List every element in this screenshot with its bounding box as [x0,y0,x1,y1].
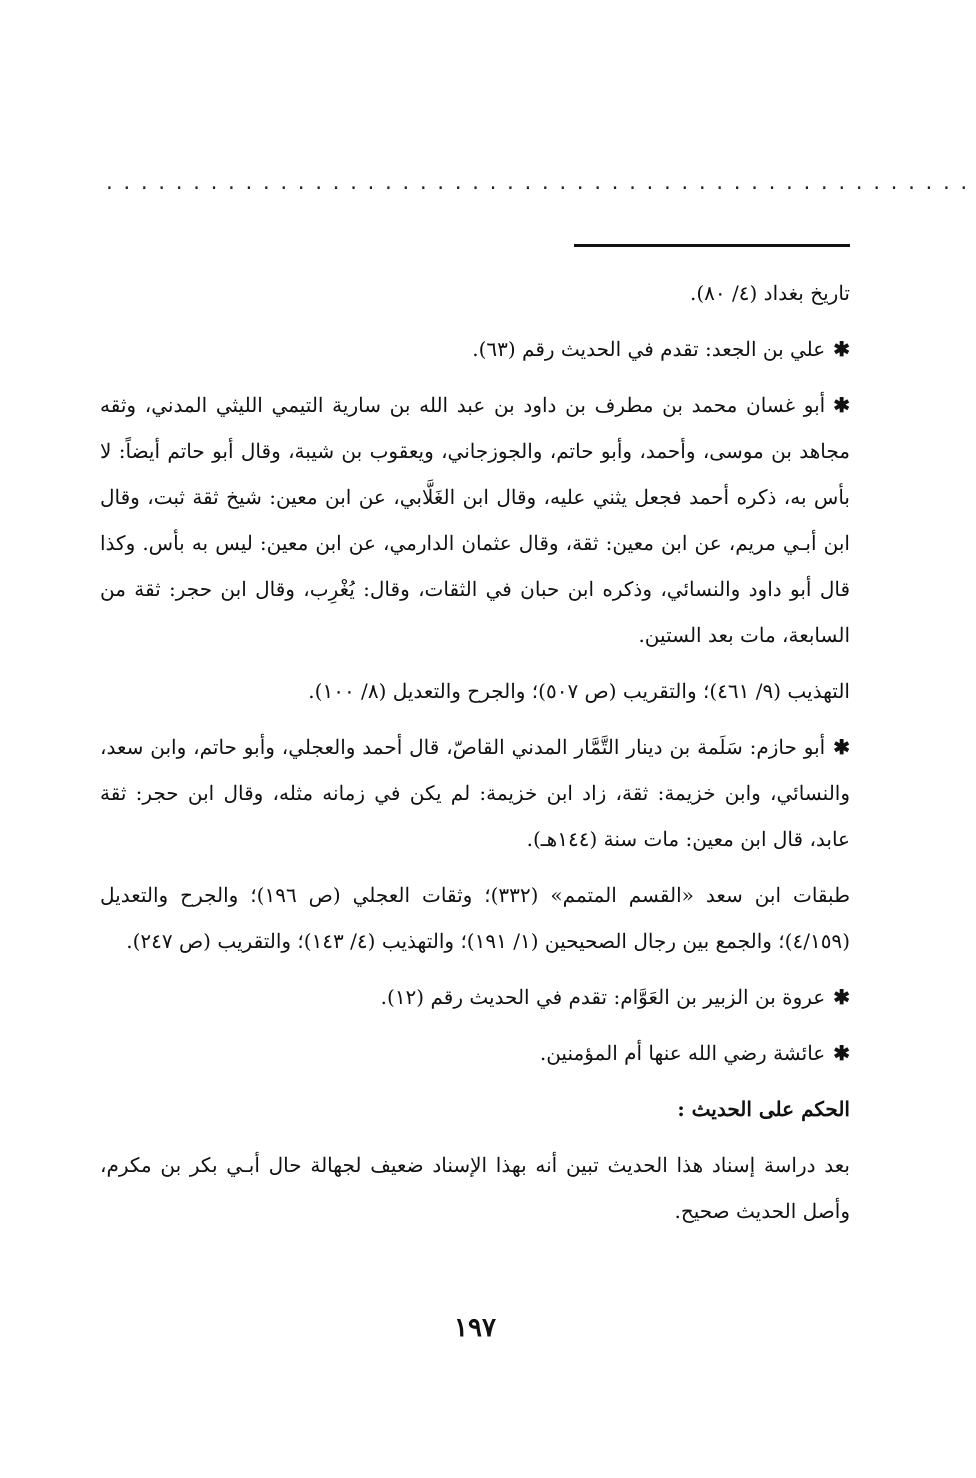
paragraph-text: طبقات ابن سعد «القسم المتمم» (٣٣٢)؛ وثقات العجلي (ص ١٩٦)؛ والجرح والتعديل (٤/١٥٩)؛ والجمع بين رجال الصحيحين (١/ ١٩١)؛ والتهذيب (٤/ ١٤٣)؛ والتقريب (ص ٢٤٧). [100,883,850,953]
dotted-separator: .................................................. [104,173,976,194]
paragraph-source-3 [100,872,850,964]
paragraph-source-2 [100,668,850,714]
asterisk-icon: ✱ [833,985,850,1009]
paragraph-text: أبو غسان محمد بن مطرف بن داود بن عبد الله بن سارية التيمي الليثي المدني، وثقه مجاهد بن موسى، وأحمد، وأبو حاتم، والجوزجاني، ويعقوب بن شيبة، وقال أبو حاتم أيضاً: لا بأس به، ذكره أحمد فجعل يثني عليه، وقال ابن الغَلَّابي، عن ابن معين: شيخ ثقة ثبت، وقال ابن أبـي مريم، عن ابن معين: ثقة، وقال عثمان الدارمي، عن ابن معين: ليس به بأس. وكذا قال أبو داود والنسائي، وذكره ابن حبان في الثقات، وقال: يُغْرِب، وقال ابن حجر: ثقة من السابعة، مات بعد الستين. [100,393,850,647]
paragraph-source-1 [100,270,850,316]
paragraph-narrator-aisha [100,1030,850,1076]
section-heading: الحكم على الحديث : [677,1097,850,1121]
paragraph-narrator-ali [100,326,850,372]
paragraph-text: أبو حازم: سَلَمة بن دينار التَّمَّار المدني القاصّ، قال أحمد والعجلي، وأبو حاتم، وابن سعد، والنسائي، وابن خزيمة: ثقة، زاد ابن خزيمة: لم يكن في زمانه مثله، وقال ابن حجر: ثقة عابد، قال ابن معين: مات سنة (١٤٤هـ). [100,735,850,851]
paragraph-narrator-urwa [100,974,850,1020]
paragraph-text: عائشة رضي الله عنها أم المؤمنين. [539,1041,826,1065]
asterisk-icon: ✱ [833,393,850,417]
asterisk-icon: ✱ [833,735,850,759]
paragraph-narrator-abu-hazim [100,724,850,862]
paragraph-text: علي بن الجعد: تقدم في الحديث رقم (٦٣). [472,337,826,361]
page-content [100,270,850,1244]
conclusion-paragraph: بعد دراسة إسناد هذا الحديث تبين أنه بهذا الإسناد ضعيف لجهالة حال أبـي بكر بن مكرم، وأصل الحديث صحيح. [100,1153,850,1223]
paragraph-text: تاريخ بغداد (٤/ ٨٠). [689,281,850,305]
paragraph-narrator-abu-ghassan [100,382,850,658]
asterisk-icon: ✱ [833,1041,850,1065]
paragraph-text: عروة بن الزبير بن العَوَّام: تقدم في الحديث رقم (١٢). [380,985,826,1009]
page-number: ١٩٧ [454,1313,496,1343]
section-rule [574,244,850,247]
asterisk-icon: ✱ [833,337,850,361]
paragraph-text: التهذيب (٩/ ٤٦١)؛ والتقريب (ص ٥٠٧)؛ والجرح والتعديل (٨/ ١٠٠). [308,679,850,703]
